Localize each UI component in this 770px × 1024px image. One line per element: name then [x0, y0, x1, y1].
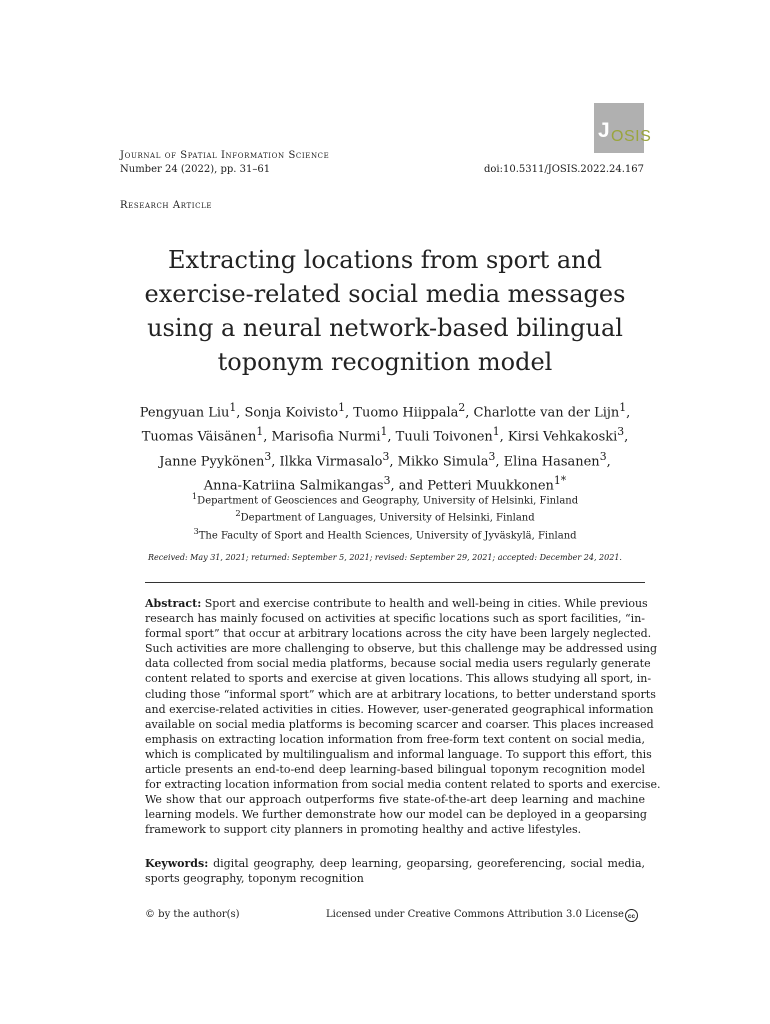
abstract-line: content related to sports and exercise at given locations. This allows studying all sport, in- [145, 672, 652, 686]
issue-number: Number 24 (2022), pp. 31–61 [120, 164, 271, 175]
paper-title [120, 243, 650, 379]
keywords-line [145, 856, 645, 871]
author-line: Anna-Katriina Salmikangas$^3$, and Petteri Muukkonen$^{1*}$ [203, 473, 567, 494]
abstract-line: data collected from social media platforms, because social media users regularly generate [145, 657, 651, 671]
abstract-line [145, 596, 648, 611]
keywords-label: Keywords: [145, 857, 209, 870]
submission-dates: Received: May 31, 2021; returned: September 5, 2021; revised: September 29, 2021; accepted: December 24, 2021. [148, 553, 622, 562]
abstract-line: cluding those “informal sport” which are at arbitrary locations, to better understand sports [145, 687, 656, 701]
affiliations [120, 490, 650, 542]
doi: doi:10.5311/JOSIS.2022.24.167 [483, 164, 644, 175]
title-line: exercise-related social media messages [144, 280, 626, 308]
abstract-line: and exercise-related activities in cities. However, user-generated geographical information [145, 702, 654, 716]
abstract-line: for extracting location information from social media content related to sports and exercise. [145, 778, 661, 792]
keywords [145, 856, 645, 886]
divider [145, 582, 645, 583]
abstract-line: formal sport” that occur at arbitrary locations across the city have been largely neglected. [145, 627, 652, 641]
abstract-line: emphasis on extracting location information from free-form text content on social media, [145, 732, 645, 746]
affiliation: $^1$Department of Geosciences and Geography, University of Helsinki, Finland [191, 491, 579, 507]
license-notice: Licensed under Creative Commons Attribution 3.0 License [326, 909, 624, 920]
abstract-line: Such activities are more challenging to observe, but this challenge may be addressed using [145, 642, 657, 656]
abstract-line: learning models. We further demonstrate how our model can be deployed in a geoparsing [145, 808, 647, 822]
abstract-text: Sport and exercise contribute to health and well-being in cities. While previous [204, 597, 648, 610]
author-line: Tuomas Väisänen$^1$, Marisofia Nurmi$^1$, Tuuli Toivonen$^1$, Kirsi Vehkakoski$^3$, [141, 425, 629, 445]
abstract-line: available on social media platforms is becoming scarcer and coarser. This places increased [145, 717, 654, 731]
author-line: Janne Pyykönen$^3$, Ilkka Virmasalo$^3$, Mikko Simula$^3$, Elina Hasanen$^3$, [159, 449, 611, 469]
abstract-label: Abstract: [145, 597, 202, 610]
affiliation: $^3$The Faculty of Sport and Health Sciences, University of Jyväskylä, Finland [193, 525, 577, 541]
abstract-line: research has mainly focused on activities at specific locations such as sport facilities, “in- [145, 612, 645, 626]
title-line: using a neural network-based bilingual [147, 314, 623, 342]
josis-logo-letters: OSIS [611, 128, 652, 145]
abstract [145, 596, 661, 838]
abstract-line: framework to support city planners in promoting healthy and active lifestyles. [145, 823, 582, 837]
abstract-line: We show that our approach outperforms five state-of-the-art deep learning and machine [145, 793, 645, 807]
keywords-line: sports geography, toponym recognition [145, 872, 364, 886]
journal-name: Journal of Spatial Information Science [120, 150, 330, 161]
copyright-notice: © by the author(s) [145, 909, 240, 920]
josis-logo-letter-j: J [598, 119, 610, 142]
affiliation: $^2$Department of Languages, University of Helsinki, Finland [235, 508, 535, 524]
article-type: Research Article [120, 200, 213, 211]
author-line: Pengyuan Liu$^1$, Sonja Koivisto$^1$, Tuomo Hiippala$^2$, Charlotte van der Lijn$^1$, [139, 401, 631, 421]
abstract-line: article presents an end-to-end deep learning-based bilingual toponym recognition model [145, 763, 645, 777]
keywords-text: digital geography, deep learning, geoparsing, georeferencing, social media, [213, 857, 645, 870]
title-line: Extracting locations from sport and [168, 246, 602, 274]
abstract-line: which is complicated by multilingualism and informal language. To support this effort, this [145, 747, 652, 761]
title-line: toponym recognition model [217, 348, 553, 376]
author-list [120, 398, 650, 495]
creative-commons-icon: cc [625, 909, 638, 922]
